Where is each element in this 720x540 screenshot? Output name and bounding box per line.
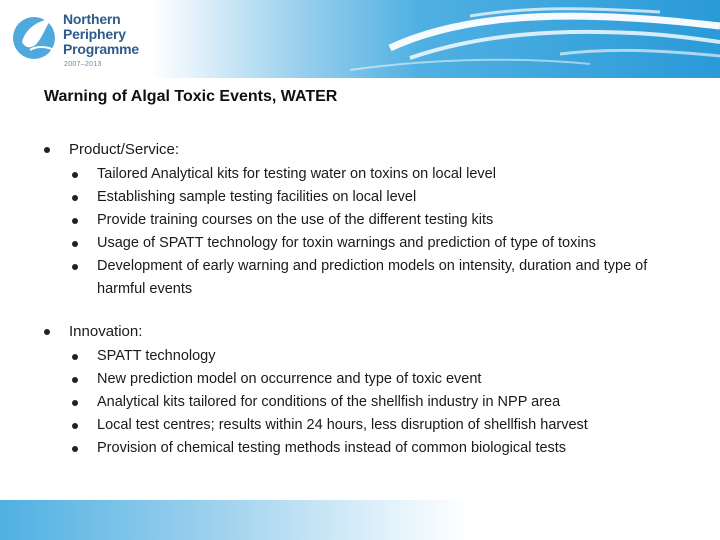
bullet-icon xyxy=(72,195,78,201)
bullet-icon xyxy=(72,218,78,224)
npp-logo xyxy=(12,10,152,72)
list-item xyxy=(44,232,657,255)
item-list xyxy=(44,345,657,460)
list-item xyxy=(44,414,657,437)
section-heading xyxy=(44,140,657,163)
header-banner xyxy=(0,0,720,78)
item-text: Usage of SPATT technology for toxin warnings and prediction of type of toxins xyxy=(97,235,596,251)
bullet-icon xyxy=(72,446,78,452)
list-item xyxy=(44,186,657,209)
section-label: Innovation: xyxy=(69,323,143,340)
logo-text xyxy=(63,12,139,57)
list-item xyxy=(44,368,657,391)
bullet-icon xyxy=(72,423,78,429)
logo-line-3: Programme xyxy=(63,41,140,57)
list-item xyxy=(44,391,657,414)
section-product-service xyxy=(44,140,657,301)
item-list xyxy=(44,163,657,301)
list-item xyxy=(44,163,657,186)
bird-logo-icon xyxy=(12,12,60,60)
item-text: Local test centres; results within 24 hours, less disruption of shellfish harvest xyxy=(97,417,588,433)
bullet-icon xyxy=(44,329,50,335)
item-text: Analytical kits tailored for conditions of the shellfish industry in NPP area xyxy=(97,394,561,410)
item-text: New prediction model on occurrence and type of toxic event xyxy=(97,371,482,387)
section-heading xyxy=(44,322,657,345)
wave-pattern xyxy=(330,0,720,78)
item-text: SPATT technology xyxy=(97,348,216,364)
list-item xyxy=(44,209,657,232)
list-item xyxy=(44,437,657,460)
item-text: Provide training courses on the use of the different testing kits xyxy=(97,212,494,228)
footer-band xyxy=(0,500,720,540)
bullet-icon xyxy=(72,264,78,270)
logo-line-2: Periphery xyxy=(63,26,126,42)
bullet-icon xyxy=(72,172,78,178)
logo-years: 2007–2013 xyxy=(64,61,102,68)
logo-line-1: Northern xyxy=(63,11,121,27)
item-text: Establishing sample testing facilities on local level xyxy=(97,189,417,205)
bullet-icon xyxy=(44,147,50,153)
item-text: Provision of chemical testing methods instead of common biological tests xyxy=(97,440,567,456)
bullet-icon xyxy=(72,400,78,406)
bullet-icon xyxy=(72,241,78,247)
list-item xyxy=(44,255,657,301)
slide-title: Warning of Algal Toxic Events, WATER xyxy=(44,88,338,105)
section-label: Product/Service: xyxy=(69,141,180,158)
bullet-icon xyxy=(72,377,78,383)
section-innovation xyxy=(44,322,657,460)
item-text: Tailored Analytical kits for testing water on toxins on local level xyxy=(97,166,496,182)
list-item xyxy=(44,345,657,368)
bullet-icon xyxy=(72,354,78,360)
item-text: Development of early warning and prediction models on intensity, duration and type of harmful events xyxy=(97,258,648,297)
